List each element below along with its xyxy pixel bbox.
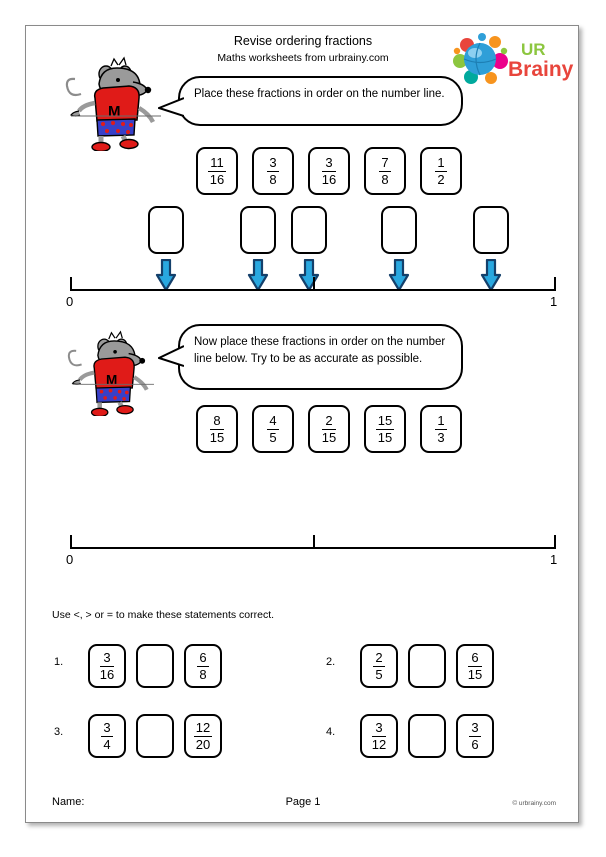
comparison-answer-box[interactable]: [408, 714, 446, 758]
fraction-numerator: 4: [269, 412, 277, 428]
mouse-mascot-icon: [61, 321, 161, 416]
number-line-label-start: 0: [66, 294, 74, 309]
fraction-card: [308, 405, 350, 453]
logo-text-brainy: Brainy: [508, 58, 574, 81]
question-number: 1.: [54, 656, 64, 668]
fraction: [372, 721, 386, 752]
fraction-card: [252, 405, 294, 453]
fraction-numerator: 3: [372, 721, 386, 737]
fraction-denominator: 5: [269, 429, 277, 445]
fraction-denominator: 12: [371, 736, 387, 752]
logo-text-ur: UR: [521, 40, 546, 59]
fraction-numerator: 2: [375, 649, 383, 665]
down-arrow-icon: [155, 259, 177, 291]
number-line-tick-start: [70, 277, 72, 291]
question-left-fraction: [88, 714, 126, 758]
page-title: Revise ordering fractions: [233, 34, 373, 48]
fraction-card: [364, 405, 406, 453]
fraction: [435, 156, 446, 187]
fraction: [322, 414, 336, 445]
fraction-card: [420, 147, 462, 195]
fraction-numerator: 3: [103, 719, 111, 735]
fraction: [208, 156, 226, 187]
number-line-label-end: 1: [550, 552, 558, 567]
fraction: [100, 651, 114, 682]
speech-bubble-1: [178, 76, 463, 126]
answer-box[interactable]: [291, 206, 327, 254]
question-left-fraction: [360, 644, 398, 688]
fraction: [210, 414, 224, 445]
fraction: [197, 651, 208, 682]
comparison-answer-box[interactable]: [136, 644, 174, 688]
fraction: [379, 156, 390, 187]
urbrainy-logo: [451, 31, 581, 89]
svg-text:M: M: [106, 372, 118, 388]
down-arrow-icon: [388, 259, 410, 291]
fraction-numerator: 2: [322, 414, 336, 430]
speech-bubble-tail-icon: [158, 342, 184, 376]
speech-bubble-2-text: Now place these fractions in order on the number line below. Try to be as accurate as possible.: [194, 336, 446, 365]
fraction-numerator: 11: [210, 154, 224, 170]
copyright-notice: © urbrainy.com: [512, 800, 556, 807]
fraction-card: [364, 147, 406, 195]
fraction: [373, 651, 384, 682]
down-arrow-icon: [247, 259, 269, 291]
fraction-card: [308, 147, 350, 195]
fraction-numerator: 6: [199, 649, 207, 665]
fraction-denominator: 8: [199, 666, 207, 682]
question-right-fraction: [184, 644, 222, 688]
fraction: [435, 414, 446, 445]
fraction-denominator: 16: [99, 666, 115, 682]
down-arrow-icon: [298, 259, 320, 291]
page-subtitle: Maths worksheets from urbrainy.com: [217, 52, 389, 64]
number-line-tick-start: [70, 535, 72, 549]
comparison-answer-box[interactable]: [136, 714, 174, 758]
fraction-denominator: 16: [321, 171, 337, 187]
fraction-numerator: 3: [269, 154, 277, 170]
comparison-heading: Use <, > or = to make these statements correct.: [52, 609, 275, 621]
speech-bubble-tail-icon: [158, 94, 184, 128]
question-left-fraction: [360, 714, 398, 758]
question-right-fraction: [456, 644, 494, 688]
fraction-denominator: 15: [321, 429, 337, 445]
fraction-denominator: 15: [467, 666, 483, 682]
number-line-tick-mid: [313, 277, 315, 291]
fraction-denominator: 3: [437, 429, 445, 445]
number-line-label-start: 0: [66, 552, 74, 567]
fraction: [101, 721, 112, 752]
fraction-denominator: 2: [437, 171, 445, 187]
name-label: Name:: [52, 796, 85, 808]
number-line-tick-end: [554, 535, 556, 549]
question-number: 2.: [326, 656, 336, 668]
question-number: 4.: [326, 726, 336, 738]
fraction-denominator: 15: [209, 429, 225, 445]
fraction-numerator: 3: [322, 156, 336, 172]
question-right-fraction: [456, 714, 494, 758]
fraction-denominator: 6: [471, 736, 479, 752]
worksheet-page: [25, 25, 579, 823]
fraction-denominator: 8: [269, 171, 277, 187]
fraction: [469, 721, 480, 752]
comparison-answer-box[interactable]: [408, 644, 446, 688]
speech-bubble-1-text: Place these fractions in order on the number line.: [194, 88, 445, 100]
down-arrow-icon: [480, 259, 502, 291]
question-right-fraction: [184, 714, 222, 758]
mouse-mascot-icon: [61, 46, 166, 151]
fraction-denominator: 15: [377, 429, 393, 445]
fraction-numerator: 8: [210, 414, 224, 430]
fraction-card: [196, 147, 238, 195]
fraction-denominator: 5: [375, 666, 383, 682]
fraction-numerator: 3: [471, 719, 479, 735]
answer-box[interactable]: [148, 206, 184, 254]
fraction: [194, 721, 212, 752]
fraction-card: [420, 405, 462, 453]
number-line-label-end: 1: [550, 294, 558, 309]
fraction-card: [252, 147, 294, 195]
speech-bubble-2: [178, 324, 463, 390]
fraction-card: [196, 405, 238, 453]
fraction-denominator: 20: [195, 736, 211, 752]
fraction-denominator: 4: [103, 736, 111, 752]
fraction-numerator: 7: [381, 154, 389, 170]
fraction-numerator: 6: [468, 651, 482, 667]
fraction: [267, 414, 278, 445]
fraction-denominator: 8: [381, 171, 389, 187]
fraction: [468, 651, 482, 682]
fraction-numerator: 1: [437, 412, 445, 428]
answer-box[interactable]: [381, 206, 417, 254]
fraction-numerator: 15: [377, 412, 393, 428]
question-left-fraction: [88, 644, 126, 688]
fraction: [376, 414, 394, 445]
fraction-numerator: 12: [195, 719, 211, 735]
fraction: [267, 156, 278, 187]
fraction: [322, 156, 336, 187]
answer-box[interactable]: [473, 206, 509, 254]
number-line-tick-end: [554, 277, 556, 291]
fraction-numerator: 3: [100, 651, 114, 667]
answer-box[interactable]: [240, 206, 276, 254]
fraction-numerator: 1: [437, 154, 445, 170]
logo-globe-icon: [464, 43, 496, 75]
fraction-denominator: 16: [209, 171, 225, 187]
question-number: 3.: [54, 726, 64, 738]
svg-text:M: M: [108, 103, 121, 120]
number-line-tick-mid: [313, 535, 315, 549]
page-number: Page 1: [285, 796, 321, 808]
